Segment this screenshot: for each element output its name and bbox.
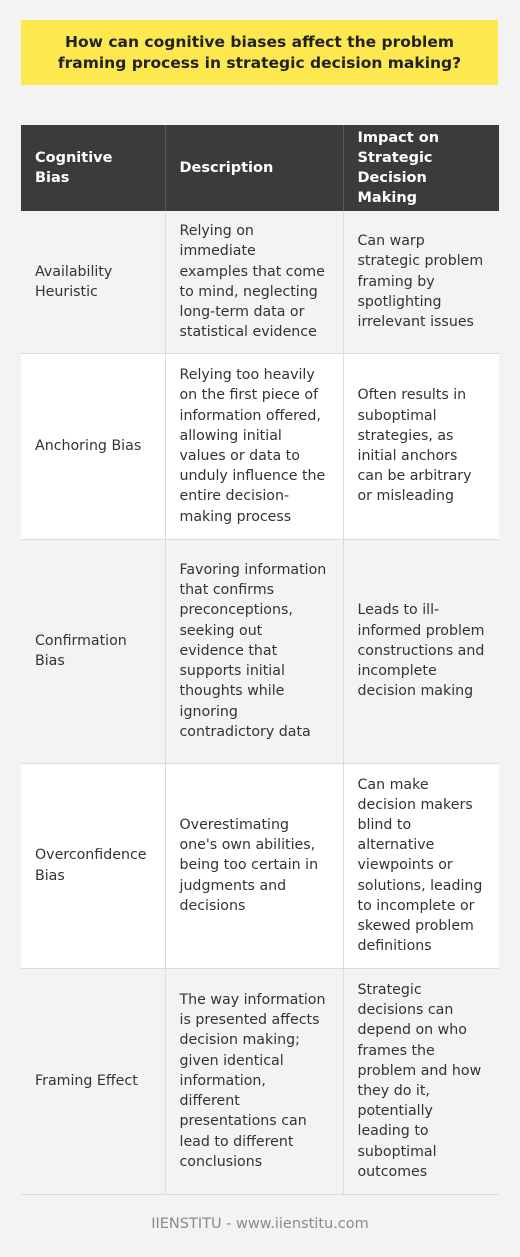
- description-cell: Favoring information that confirms preconceptions, seeking out evidence that supports initial thoughts while ignoring contradictory data: [165, 539, 343, 763]
- table-row: [21, 763, 499, 968]
- column-header-description: Description: [165, 125, 343, 211]
- impact-cell: Can make decision makers blind to alternative viewpoints or solutions, leading to incomplete or skewed problem definitions: [343, 763, 499, 968]
- description-cell: Relying too heavily on the first piece of information offered, allowing initial values or data to unduly influence the entire decision-making process: [165, 353, 343, 539]
- bias-name-cell: Anchoring Bias: [21, 353, 165, 539]
- impact-cell: Leads to ill-informed problem constructions and incomplete decision making: [343, 539, 499, 763]
- table-row: [21, 211, 499, 353]
- description-cell: The way information is presented affects decision making; given identical information, different presentations can lead to different conclusions: [165, 968, 343, 1194]
- impact-cell: Can warp strategic problem framing by spotlighting irrelevant issues: [343, 211, 499, 353]
- bias-name-cell: Framing Effect: [21, 968, 165, 1194]
- table-row: [21, 539, 499, 763]
- table-row: [21, 353, 499, 539]
- title-banner: [21, 20, 498, 85]
- cognitive-bias-table: [21, 125, 499, 1195]
- impact-cell: Often results in suboptimal strategies, as initial anchors can be arbitrary or misleading: [343, 353, 499, 539]
- bias-name-cell: Confirmation Bias: [21, 539, 165, 763]
- bias-name-cell: Availability Heuristic: [21, 211, 165, 353]
- footer-credit: IIENSTITU - www.iienstitu.com: [151, 1216, 369, 1232]
- description-cell: Relying on immediate examples that come to mind, neglecting long-term data or statistical evidence: [165, 211, 343, 353]
- page-title: How can cognitive biases affect the problem framing process in strategic decision making?: [57, 32, 462, 72]
- description-cell: Overestimating one's own abilities, being too certain in judgments and decisions: [165, 763, 343, 968]
- table-row: [21, 968, 499, 1194]
- bias-name-cell: Overconfidence Bias: [21, 763, 165, 968]
- column-header-impact: Impact on Strategic Decision Making: [343, 125, 499, 211]
- impact-cell: Strategic decisions can depend on who frames the problem and how they do it, potentially leading to suboptimal outcomes: [343, 968, 499, 1194]
- column-header-bias: Cognitive Bias: [21, 125, 165, 211]
- table-header-row: [21, 125, 499, 211]
